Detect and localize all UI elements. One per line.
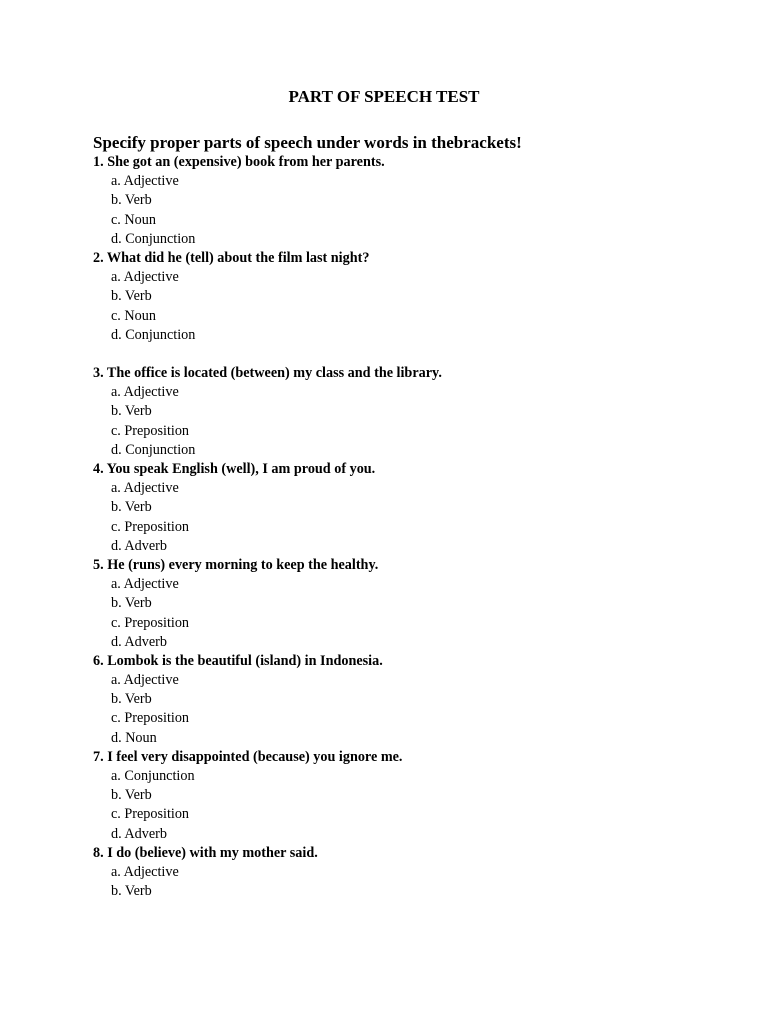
option-b: b. Verb	[111, 403, 152, 420]
question-5	[93, 556, 733, 652]
option-d: d. Adverb	[111, 537, 167, 554]
option-d: d. Conjunction	[111, 230, 196, 247]
question-8	[93, 844, 733, 902]
answer-options	[93, 767, 733, 844]
option-a: a. Adjective	[111, 173, 179, 190]
option-d: d. Adverb	[111, 825, 167, 842]
option-c: c. Noun	[111, 211, 156, 228]
answer-options	[93, 479, 733, 556]
option-b: b. Verb	[111, 288, 152, 305]
question-text: 4. You speak English (well), I am proud of you.	[93, 461, 376, 477]
question-6	[93, 652, 733, 748]
answer-options	[93, 671, 733, 748]
option-a: a. Conjunction	[111, 768, 195, 784]
page-title: PART OF SPEECH TEST	[288, 87, 480, 106]
option-a: a. Adjective	[111, 384, 179, 401]
question-text: 6. Lombok is the beautiful (island) in Indonesia.	[93, 652, 383, 669]
option-a: a. Adjective	[111, 672, 179, 689]
option-c: c. Preposition	[111, 614, 190, 631]
option-c: c. Preposition	[111, 806, 190, 823]
question-text: 7. I feel very disappointed (because) you ignore me.	[93, 748, 403, 765]
option-d: d. Conjunction	[111, 441, 196, 458]
option-a: a. Adjective	[111, 269, 179, 286]
option-b: b. Verb	[111, 787, 152, 804]
question-1	[93, 153, 733, 249]
option-c: c. Preposition	[111, 518, 190, 535]
option-b: b. Verb	[111, 499, 152, 516]
answer-options	[93, 268, 733, 345]
answer-options	[93, 383, 733, 460]
question-2	[93, 249, 733, 345]
answer-options	[93, 863, 733, 901]
answer-options	[93, 575, 733, 652]
instruction-text: Specify proper parts of speech under words in thebrackets!	[93, 133, 522, 152]
option-c: c. Preposition	[111, 710, 190, 727]
question-list	[93, 153, 733, 901]
question-text: 8. I do (believe) with my mother said.	[93, 844, 318, 861]
option-a: a. Adjective	[111, 480, 179, 497]
answer-options	[93, 172, 733, 249]
option-c: c. Noun	[111, 307, 156, 324]
question-text: 3. The office is located (between) my class and the library.	[93, 365, 442, 382]
option-b: b. Verb	[111, 691, 152, 708]
question-3	[93, 364, 733, 460]
question-text: 5. He (runs) every morning to keep the healthy.	[93, 556, 379, 573]
option-a: a. Adjective	[111, 863, 179, 880]
option-a: a. Adjective	[111, 576, 179, 593]
option-c: c. Preposition	[111, 422, 190, 439]
question-text: 1. She got an (expensive) book from her parents.	[93, 154, 385, 170]
option-d: d. Noun	[111, 729, 157, 746]
question-text: 2. What did he (tell) about the film last night?	[93, 249, 370, 266]
question-7	[93, 748, 733, 844]
option-b: b. Verb	[111, 883, 152, 900]
option-b: b. Verb	[111, 192, 152, 209]
option-b: b. Verb	[111, 595, 152, 612]
question-4	[93, 460, 733, 556]
option-d: d. Adverb	[111, 633, 167, 650]
option-d: d. Conjunction	[111, 326, 196, 343]
